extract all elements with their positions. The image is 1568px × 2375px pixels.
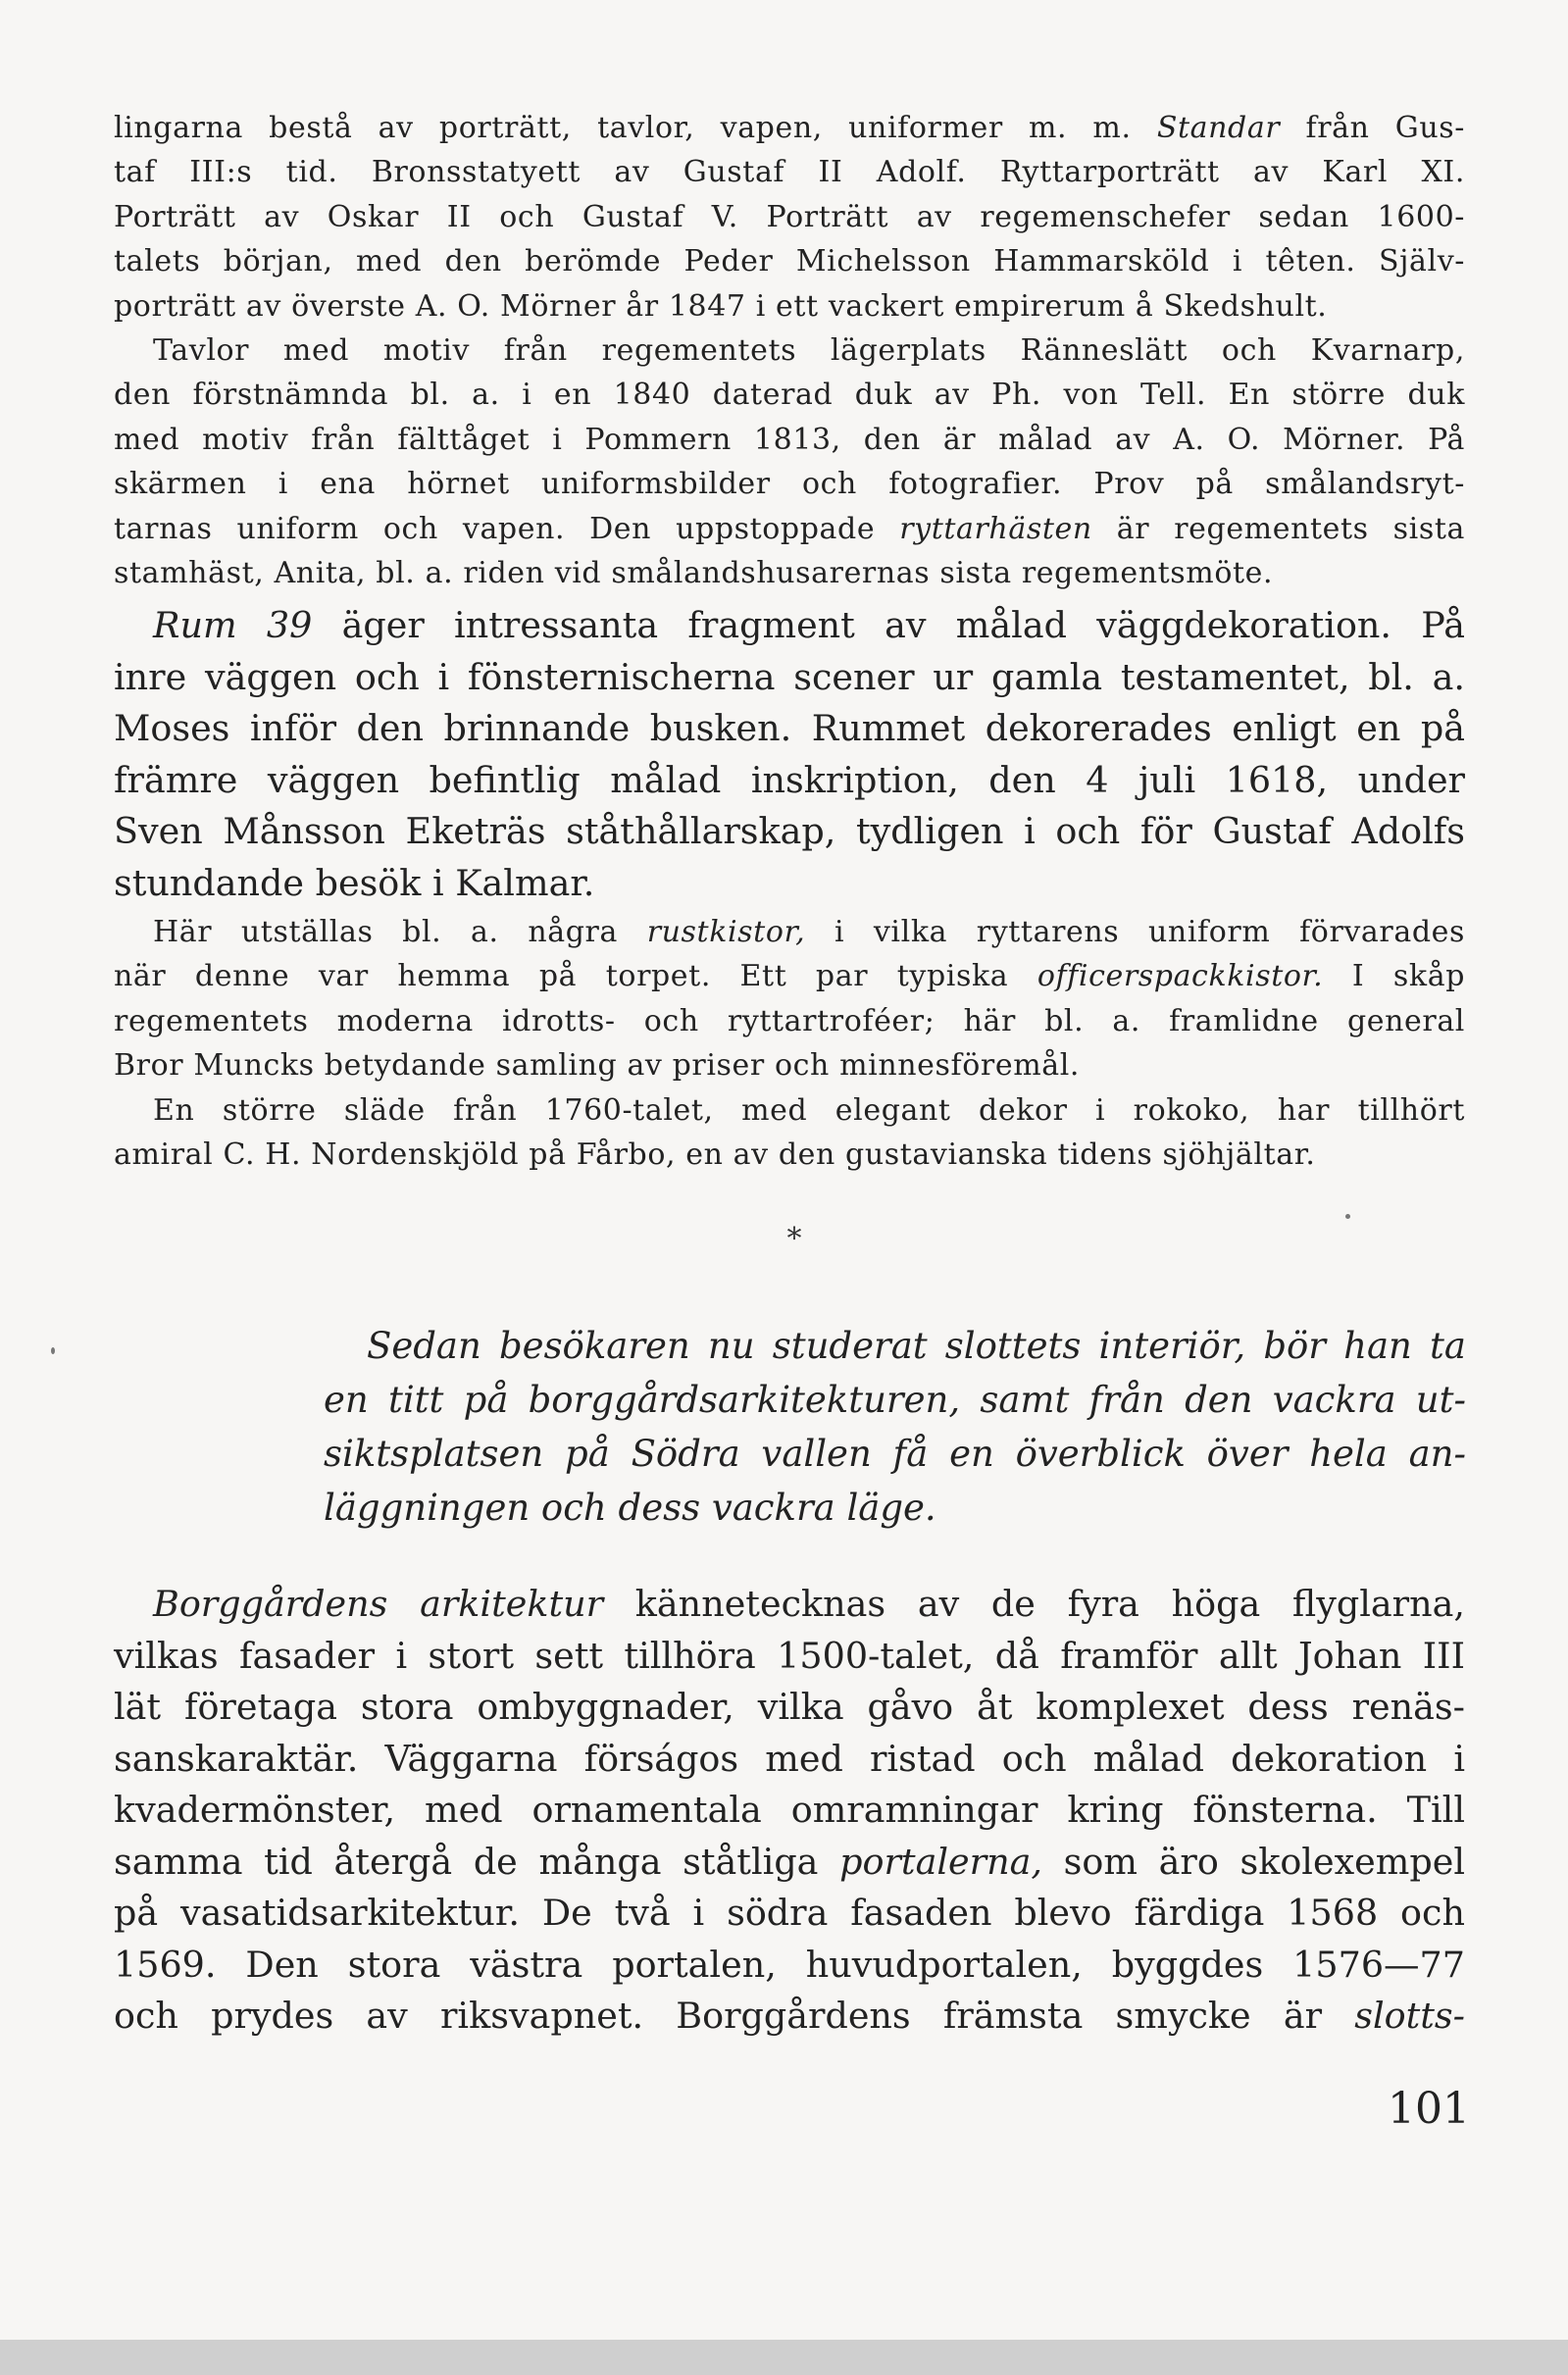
text-line: Här utställas bl. a. några rustkistor, i vilka ryttarens uniform förvarades (153, 915, 1465, 949)
text-line: stundande besök i Kalmar. (114, 861, 595, 904)
text-line: samma tid återgå de många ståtliga portalerna, som äro skolexempel (114, 1840, 1466, 1883)
italic-intro-paragraph (324, 1319, 1466, 1535)
italic-term: portalerna, (839, 1840, 1042, 1883)
text-line: Tavlor med motiv från regementets lägerplats Ränneslätt och Kvarnarp, (153, 333, 1465, 369)
paper-speck (1345, 1214, 1350, 1219)
text-line: när denne var hemma på torpet. Ett par typiska officerspackkistor. I skåp (114, 959, 1465, 994)
italic-term: Borggårdens arkitektur (153, 1583, 604, 1625)
text-line: talets början, med den berömde Peder Michelsson Hammarsköld i têten. Själv- (114, 244, 1465, 279)
text-line: inre väggen och i fönsternischerna scener ur gamla testamentet, bl. a. (114, 655, 1465, 698)
section-divider-asterisk: * (786, 1222, 802, 1256)
text-line: främre väggen befintlig målad inskription, den 4 juli 1618, under (114, 758, 1465, 801)
text-line: lät företaga stora ombyggnader, vilka gåvo åt komplexet dess renäs- (114, 1686, 1465, 1728)
italic-term: officerspackkistor. (1037, 959, 1324, 994)
text-line: Rum 39 äger intressanta fragment av målad väggdekoration. På (153, 604, 1465, 646)
large-print-paragraph-borggarden (114, 1579, 1465, 2043)
text-line: Borggårdens arkitektur kännetecknas av de fyra höga flyglarna, (153, 1583, 1465, 1625)
text-line: läggningen och dess vackra läge. (324, 1487, 936, 1529)
page-number: 101 (1388, 2084, 1470, 2134)
text-line: taf III:s tid. Bronsstatyett av Gustaf II Adolf. Ryttarporträtt av Karl XI. (114, 155, 1465, 190)
text-line: vilkas fasader i stort sett tillhöra 1500-talet, då framför allt Johan III (114, 1634, 1465, 1677)
text-line: med motiv från fälttåget i Pommern 1813, den är målad av A. O. Mörner. På (114, 422, 1465, 457)
small-print-paragraph-1 (114, 106, 1465, 595)
text-line: Porträtt av Oskar II och Gustaf V. Porträtt av regemenschefer sedan 1600- (114, 199, 1465, 234)
text-line: En större släde från 1760-talet, med elegant dekor i rokoko, har tillhört (153, 1092, 1465, 1128)
italic-term: Standar (1156, 111, 1281, 145)
text-line: på vasatidsarkitektur. De två i södra fasaden blevo färdiga 1568 och (114, 1892, 1465, 1934)
italic-term: ryttarhästen (899, 511, 1092, 546)
text-line: Bror Muncks betydande samling av priser och minnesföremål. (114, 1048, 1081, 1084)
text-line: Sven Månsson Eketräs ståthållarskap, tydligen i och för Gustaf Adolfs (114, 810, 1465, 852)
text-line: och prydes av riksvapnet. Borggårdens främsta smycke är slotts- (114, 1995, 1465, 2037)
text-line: porträtt av överste A. O. Mörner år 1847 i ett vackert empirerum å Skedshult. (114, 288, 1328, 324)
text-line: skärmen i ena hörnet uniformsbilder och fotografier. Prov på smålandsryt- (114, 467, 1465, 502)
text-line: amiral C. H. Nordenskjöld på Fårbo, en av den gustavianska tidens sjöhjältar. (114, 1137, 1316, 1173)
small-print-paragraph-2 (114, 910, 1465, 1177)
text-line: sanskaraktär. Väggarna förságos med ristad och målad dekoration i (114, 1737, 1465, 1780)
italic-term: rustkistor, (646, 915, 806, 949)
text-line: Moses inför den brinnande busken. Rummet dekorerades enligt en på (114, 707, 1465, 749)
text-line: regementets moderna idrotts- och ryttartroféer; här bl. a. framlidne general (114, 1003, 1465, 1038)
text-line: en titt på borggårdsarkitekturen, samt från den vackra ut- (324, 1379, 1466, 1421)
text-line: lingarna bestå av porträtt, tavlor, vapen, uniformer m. m. Standar från Gus- (114, 111, 1465, 145)
italic-term: Rum 39 (153, 604, 313, 646)
text-line: tarnas uniform och vapen. Den uppstoppade ryttarhästen är regementets sista (114, 511, 1465, 546)
text-line: kvadermönster, med ornamentala omramningar kring fönsterna. Till (114, 1789, 1465, 1831)
text-line: siktsplatsen på Södra vallen få en överblick över hela an- (324, 1433, 1466, 1475)
text-line: stamhäst, Anita, bl. a. riden vid smålandshusarernas sista regementsmöte. (114, 556, 1274, 591)
italic-term: slotts- (1354, 1995, 1465, 2037)
text-line: 1569. Den stora västra portalen, huvudportalen, byggdes 1576—77 (114, 1943, 1465, 1986)
paper-speck (51, 1347, 55, 1354)
text-line: den förstnämnda bl. a. i en 1840 daterad duk av Ph. von Tell. En större duk (114, 378, 1465, 413)
text-line: Sedan besökaren nu studerat slottets interiör, bör han ta (367, 1325, 1466, 1367)
large-print-paragraph-rum-39 (114, 600, 1465, 909)
scan-bottom-border (0, 2340, 1568, 2375)
